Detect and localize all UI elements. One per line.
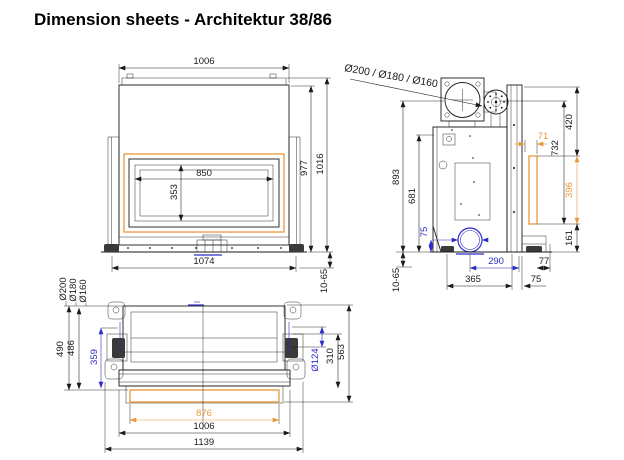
dim-plan-air-center-depth: 359 xyxy=(89,349,100,365)
side-front-foot xyxy=(441,246,454,252)
dim-plan-flue-d1: Ø200 xyxy=(58,277,69,301)
dim-side-flue-to-glass-bottom: 732 xyxy=(550,140,561,156)
front-glass-frame-orange xyxy=(124,154,284,232)
plan-view xyxy=(55,277,353,453)
front-dimensions xyxy=(112,56,334,293)
dim-front-total-height: 1016 xyxy=(315,153,326,175)
dim-side-base-height: 161 xyxy=(564,230,575,246)
dim-front-glass-width: 850 xyxy=(196,168,212,179)
dim-side-air-center-to-rear: 290 xyxy=(488,256,504,267)
dim-plan-body-width: 1006 xyxy=(193,421,215,432)
dim-side-rear-clearance: 77 xyxy=(538,256,550,267)
front-body-outline xyxy=(101,74,307,255)
plan-left-foot xyxy=(112,338,125,358)
dim-front-body-height: 977 xyxy=(299,160,310,176)
page-title: Dimension sheets - Architektur 38/86 xyxy=(34,10,332,29)
dim-plan-glass-width: 876 xyxy=(196,408,212,419)
front-left-foot xyxy=(104,244,119,252)
dim-front-glass-height: 353 xyxy=(169,184,180,200)
dim-side-flue-diameters: Ø200 / Ø180 / Ø160 xyxy=(343,62,439,91)
dim-plan-total-width: 1139 xyxy=(193,437,215,448)
side-glass-orange xyxy=(529,156,537,224)
dim-front-foot-adjust: 10-65 xyxy=(319,268,330,294)
dim-side-foot-adjust: 10-65 xyxy=(391,267,402,293)
side-dimensions xyxy=(343,62,580,292)
side-rear-foot xyxy=(526,246,542,252)
dim-plan-air-to-front: 310 xyxy=(325,348,336,364)
front-view xyxy=(101,56,334,293)
dim-side-air-center-height: 75 xyxy=(419,226,430,238)
dim-side-base-depth: 365 xyxy=(465,274,481,285)
dim-plan-total-depth: 563 xyxy=(336,344,347,360)
plan-glass-orange xyxy=(130,390,279,402)
dim-side-top-section-height: 420 xyxy=(564,114,575,130)
dim-side-glass-offset: 71 xyxy=(537,131,549,142)
dim-side-rear-depth: 75 xyxy=(530,274,542,285)
dim-front-base-width: 1074 xyxy=(193,256,215,267)
dim-plan-flue-d2: Ø180 xyxy=(68,278,79,302)
front-right-foot xyxy=(289,244,304,252)
side-view xyxy=(343,62,580,292)
dim-plan-air-diameter: Ø124 xyxy=(310,348,321,372)
dim-plan-depth-to-frame: 486 xyxy=(66,340,77,356)
dim-front-top-width: 1006 xyxy=(193,56,215,67)
dim-plan-flue-d3: Ø160 xyxy=(78,279,89,303)
dim-side-opening-top-height: 681 xyxy=(407,188,418,204)
side-air-inlet xyxy=(458,228,482,252)
dim-plan-depth-to-glass: 490 xyxy=(55,341,66,357)
plan-dimensions xyxy=(55,277,353,453)
dim-side-flue-center-height: 893 xyxy=(391,169,402,185)
side-body-outline xyxy=(430,78,552,254)
plan-right-foot xyxy=(285,338,298,358)
dim-side-glass-height: 396 xyxy=(564,182,575,198)
